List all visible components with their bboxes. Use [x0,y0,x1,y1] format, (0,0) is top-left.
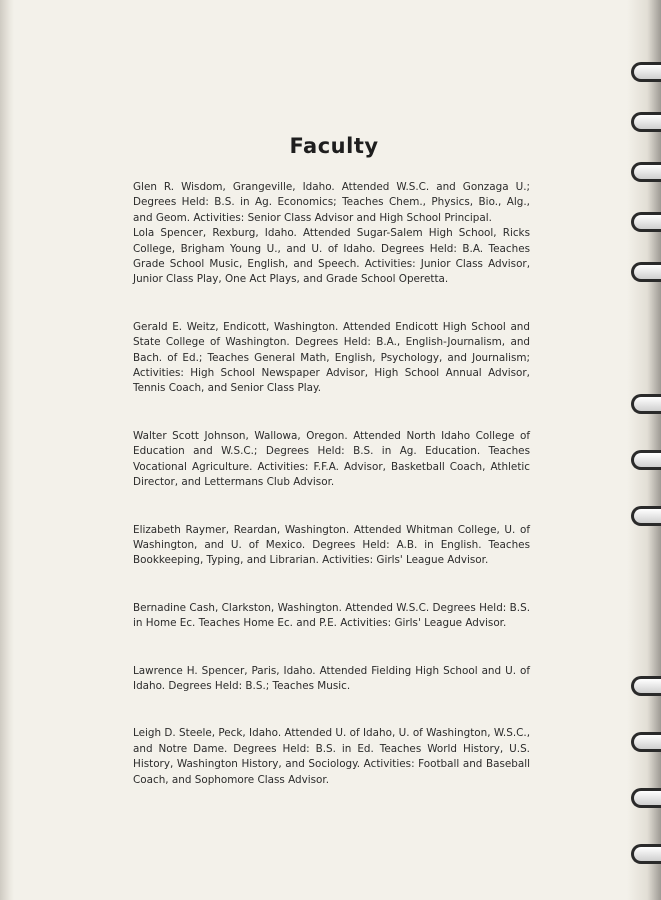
binder-ring [631,506,661,526]
binder-ring [631,112,661,132]
faculty-bio: Glen R. Wisdom, Grangeville, Idaho. Attended W.S.C. and Gonzaga U.; Degrees Held: B.S. in Ag. Economics; Teaches Chem., Physics, Bio., Alg., and Geom. Activities: Senior Class Advisor and High School Principal. [133,181,530,224]
binder-ring [631,732,661,752]
faculty-bio: Lawrence H. Spencer, Paris, Idaho. Attended Fielding High School and U. of Idaho. Degrees Held: B.S.; Teaches Music. [133,664,530,692]
binder-ring [631,162,661,182]
faculty-entry [133,601,530,632]
faculty-bio: Leigh D. Steele, Peck, Idaho. Attended U. of Idaho, U. of Washington, W.S.C., and Notre Dame. Degrees Held: B.S. in Ed. Teaches World History, U.S. History, Washington History, and Sociology. Activities: Football and Baseball Coach, and Sophomore Class Advisor. [133,727,530,786]
binder-ring [631,450,661,470]
faculty-entry [133,180,530,288]
faculty-entry [133,320,530,397]
binder-ring [631,844,661,864]
faculty-bio: Walter Scott Johnson, Wallowa, Oregon. Attended North Idaho College of Education and W.S.C.; Degrees Held: B.S. in Ag. Education. Teaches Vocational Agriculture. Activities: F.F.A. Advisor, Basketball Coach, Athletic Director, and Lettermans Club Advisor. [133,429,530,489]
faculty-entry [133,664,530,695]
binder-ring [631,788,661,808]
faculty-entry [133,726,530,788]
binder-ring [631,212,661,232]
binder-ring [631,394,661,414]
faculty-bio: Elizabeth Raymer, Reardan, Washington. Attended Whitman College, U. of Washington, and U. of Mexico. Degrees Held: A.B. in English. Teaches Bookkeeping, Typing, and Librarian. Activities: Girls' League Advisor. [133,523,530,567]
faculty-bio: Lola Spencer, Rexburg, Idaho. Attended Sugar-Salem High School, Ricks College, Brigham Young U., and U. of Idaho. Degrees Held: B.A. Teaches Grade School Music, English, and Speech. Activities: Junior Class Advisor, Junior Class Play, One Act Plays, and Grade School Operetta. [133,227,530,286]
faculty-list [133,180,530,820]
faculty-bio: Bernadine Cash, Clarkston, Washington. Attended W.S.C. Degrees Held: B.S. in Home Ec. Teaches Home Ec. and P.E. Activities: Girls' League Advisor. [133,601,530,630]
page-title: Faculty [289,134,379,158]
faculty-bio: Gerald E. Weitz, Endicott, Washington. Attended Endicott High School and State College of Washington. Degrees Held: B.A., English-Journalism, and Bach. of Ed.; Teaches General Math, English, Psychology, and Journalism; Activities: High School Newspaper Advisor, High School Annual Advisor, Tennis Coach, and Senior Class Play. [133,320,530,395]
binder-ring [631,262,661,282]
faculty-entry [133,523,530,569]
faculty-entry [133,429,530,491]
binder-ring [631,676,661,696]
binder-ring [631,62,661,82]
